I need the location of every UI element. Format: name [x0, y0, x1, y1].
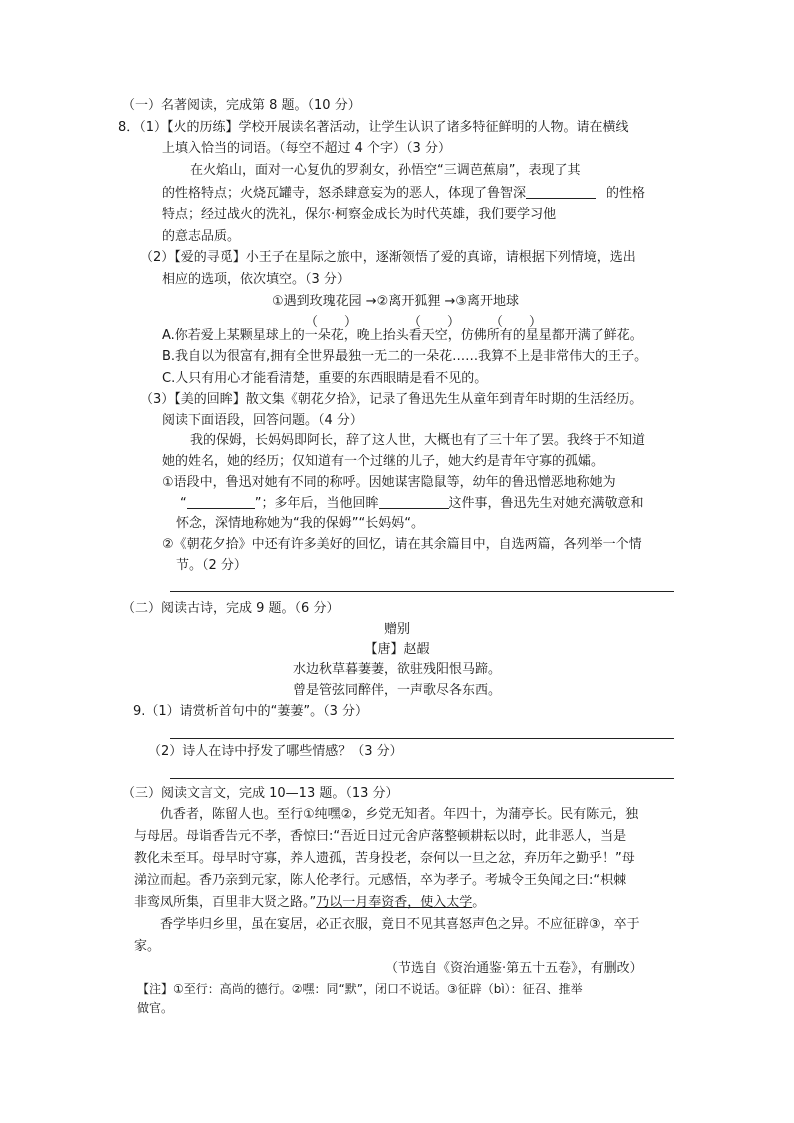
q8-3-sub1-line3: 怀念，深情地称她为“我的保姆”“长妈妈“。	[176, 516, 424, 531]
q8-2-prompt-line1: （2）【爱的寻觅】小王子在星际之旅中，逐渐领悟了爱的真谛，请根据下列情境，选出	[140, 250, 636, 265]
classical-text-line5-tail: 。	[472, 895, 486, 910]
poem-author: 【唐】赵嘏	[364, 642, 430, 657]
q9-2-prompt: （2）诗人在诗中抒发了哪些情感？（3 分）	[148, 744, 403, 759]
underlined-sentence: 乃以一月奉资香，使入太学	[316, 895, 473, 910]
section2-heading: （二）阅读古诗，完成 9 题。（6 分）	[122, 601, 340, 616]
q8-1-passage-line4: 的意志品质。	[162, 229, 241, 244]
answer-paren-2[interactable]: （ ）	[408, 315, 461, 330]
answer-blank-nickname[interactable]	[187, 494, 255, 509]
answer-line-q9-2[interactable]	[170, 778, 674, 779]
source-citation: （节选自《资治通鉴·第五十五卷》，有删改）	[385, 961, 643, 976]
q8-1-passage-line1: 在火焰山，面对一心复仇的罗刹女，孙悟空“三调芭蕉扇”，表现了其	[190, 163, 581, 178]
poem-line-2: 曾是管弦同醉伴，一声歌尽各东西。	[292, 683, 501, 698]
answer-line-q9-1[interactable]	[170, 738, 674, 739]
classical-text-line7: 家。	[134, 939, 161, 954]
answer-paren-1[interactable]: （ ）	[305, 315, 358, 330]
answer-blank-lu-zhishen[interactable]	[526, 184, 596, 199]
classical-text-line4: 涕泣而起。香乃亲到元家，陈人伦孝行。元感悟，卒为孝子。考城令王奂闻之曰:“枳棘	[134, 873, 627, 888]
classical-text-line5	[134, 894, 485, 912]
classical-text-line1: 仇香者，陈留人也。至行①纯嘿②，乡党无知者。年四十，为蒲亭长。民有陈元，独	[160, 807, 639, 822]
q8-3-sub1-line1: ①语段中，鲁迅对她有不同的称呼。因她谋害隐鼠等，幼年的鲁迅憎恶地称她为	[162, 475, 616, 490]
annotation-line1: 【注】①至行：高尚的德行。②嘿：同“默”，闭口不说话。③征辟（bì）：征召、推举	[137, 982, 583, 996]
poem-line-1: 水边秋草暮萋萋，欲驻残阳恨马蹄。	[292, 662, 501, 677]
poem-title: 赠别	[383, 622, 410, 637]
classical-text-line6: 香学毕归乡里，虽在宴居，必正衣服，竟日不见其喜怒声色之异。不应征辟③，卒于	[160, 917, 640, 932]
q8-2-option-b: B.我自以为很富有,拥有全世界最独一无二的一朵花……我算不上是非常伟大的王子。	[162, 349, 648, 364]
q8-2-prompt-line2: 相应的选项，依次填空。（3 分）	[162, 272, 350, 287]
answer-blank-event[interactable]	[379, 494, 449, 509]
q8-3-sub2-line2: 节。（2 分）	[176, 558, 247, 573]
answer-paren-3[interactable]: （ ）	[490, 315, 543, 330]
q8-2-option-c: C.人只有用心才能看清楚，重要的东西眼睛是看不见的。	[162, 371, 488, 386]
q8-3-prompt-line2: 阅读下面语段，回答问题。（4 分）	[162, 413, 363, 428]
classical-text-line2: 与母居。母诣香告元不孝，香惊曰:“吾近日过元舍庐落整顿耕耘以时，此非恶人，当是	[134, 829, 627, 844]
q8-2-option-a: A.你若爱上某颗星球上的一朵花，晚上抬头看天空，仿佛所有的星星都开满了鲜花。	[162, 328, 643, 343]
q8-3-sub1-line2	[180, 494, 644, 513]
q8-3-excerpt-line2: 她的姓名，她的经历；仅知道有一个过继的儿子，她大约是青年守寡的孤孀。	[162, 454, 605, 469]
open-quote: “	[180, 496, 187, 511]
q8-1-prompt-line1: 8．（1）【火的历练】学校开展读名著活动，让学生认识了诸多特征鲜明的人物。请在横线	[118, 120, 629, 135]
q8-3-sub1-line2-end: 这件事，鲁迅先生对她充满敬意和	[448, 496, 644, 511]
q9-1-prompt: 9.（1）请赏析首句中的“萋萋”。（3 分）	[133, 704, 369, 719]
q8-3-sub1-line2-mid: ”；多年后，当他回眸	[254, 496, 379, 511]
section1-heading: （一）名著阅读，完成第 8 题。（10 分）	[122, 98, 361, 113]
answer-line-q8-3[interactable]	[170, 591, 674, 592]
q8-2-sequence: ①遇到玫瑰花园 →②离开狐狸 →③离开地球	[272, 294, 520, 309]
classical-text-line5-head: 非鸾凤所集，百里非大贤之路。”	[134, 895, 317, 910]
q8-3-prompt-line1: （3）【美的回眸】散文集《朝花夕拾》，记录了鲁迅先生从童年到青年时期的生活经历。	[140, 392, 643, 407]
section3-heading: （三）阅读文言文，完成 10—13 题。（13 分）	[122, 786, 399, 801]
annotation-line2: 做官。	[137, 1001, 174, 1015]
q8-3-excerpt-line1: 我的保姆，长妈妈即阿长，辞了这人世，大概也有了三十年了罢。我终于不知道	[190, 433, 646, 448]
classical-text-line3: 教化未至耳。母早时守寡，养人遗孤，苦身投老，奈何以一旦之忿，弃历年之勤乎！”母	[134, 851, 635, 866]
q8-1-prompt-line2: 上填入恰当的词语。（每空不超过 4 个字）（3 分）	[162, 141, 451, 156]
q8-3-sub2-line1: ②《朝花夕拾》中还有许多美好的回忆，请在其余篇目中，自选两篇，各列举一个情	[162, 537, 642, 552]
q8-1-passage-line3: 特点；经过战火的洗礼，保尔·柯察金成长为时代英雄，我们要学习他	[162, 207, 557, 222]
q8-1-passage-line2	[162, 184, 645, 203]
q8-1-passage-line2-tail: 的性格	[606, 186, 646, 201]
q8-1-passage-line2-text: 的性格特点；火烧瓦罐寺，怒杀肆意妄为的恶人，体现了鲁智深	[162, 186, 527, 201]
